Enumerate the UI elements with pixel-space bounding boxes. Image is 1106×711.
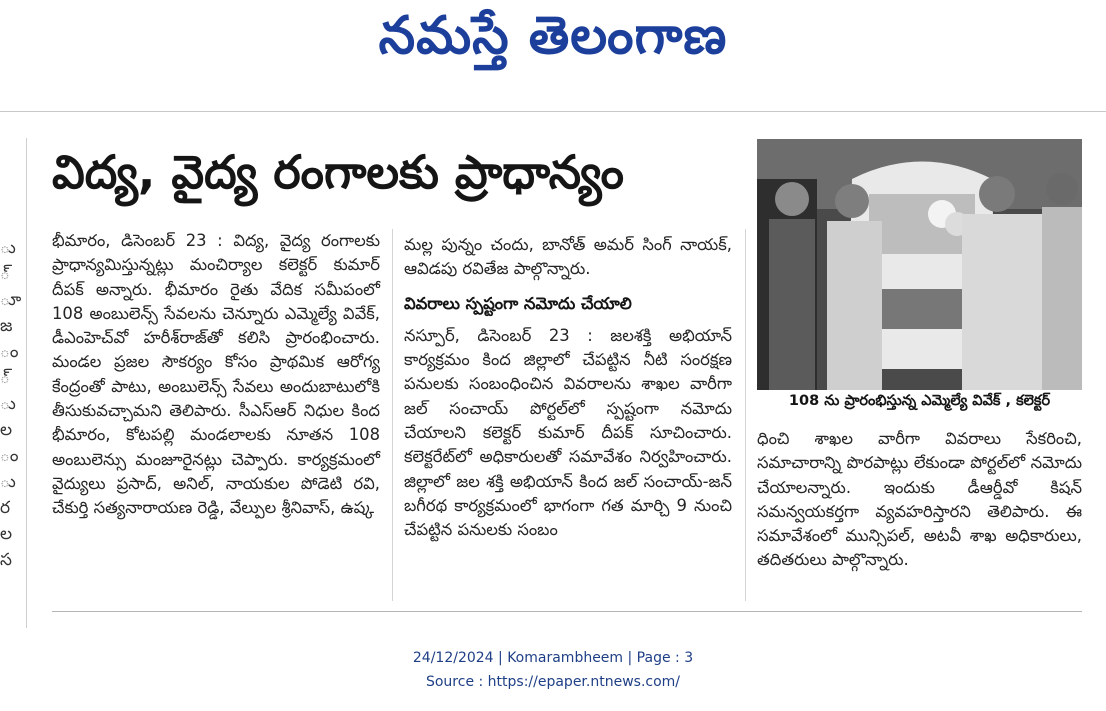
ambulance-launch-photo xyxy=(757,139,1082,390)
text-fragment: ర xyxy=(0,498,11,518)
edition-info: 24/12/2024 | Komarambheem | Page : 3 xyxy=(412,650,694,666)
column-divider xyxy=(392,229,393,601)
article-paragraph: భీమారం, డిసెంబర్ 23 : విద్య, వైద్య రంగాలకు ప్రాధాన్యమిస్తున్నట్లు మంచిర్యాల కలెక్టర్ కుమార్ దీపక్ అన్నారు. భీమారం రైతు వేదిక సమీపంలో 108 అంబులెన్స్ సేవలను చెన్నూరు ఎమ్మెల్యే వివేక్, డీఎంహెచ్‌వో హరీశ్‌రాజ్‌తో కలిసి ప్రారంభించారు. మండల ప్రజల సౌకర్యం కోసం ప్రాథమిక ఆరోగ్య కేంద్రంతో పాటు, అంబులెన్స్ సేవలు అందుబాటులోకి తీసుకువచ్చామని తెలిపారు. సీఎస్ఆర్ నిధుల కింద భీమారం, కోటపల్లి మండలాలకు నూతన 108 అంబులెన్సు మంజూరైనట్లు చెప్పారు. కార్యక్రమంలో వైద్యులు ప్రసాద్, అనిల్, నాయకుల పోడెటి రవి, చేకుర్తి సత్యనారాయణ రెడ్డి, వేల్పుల శ్రీనివాస్, ఉష్క xyxy=(52,231,380,518)
text-fragment: ల xyxy=(0,524,13,544)
previous-article-fragment xyxy=(0,138,28,628)
text-fragment: జ xyxy=(0,316,13,336)
article-photo xyxy=(757,139,1082,390)
article-bottom-divider xyxy=(52,611,1082,612)
text-fragment: ు xyxy=(0,238,16,258)
text-fragment: ల xyxy=(0,420,13,440)
article-paragraph: ధించి శాఖల వారీగా వివరాలు సేకరించి, సమాచారాన్ని పొరపాట్లు లేకుండా పోర్టల్‌లో నమోదు చేయాలన్నారు. ఇందుకు డీఆర్డీవో కిషన్ సమన్వయకర్తగా వ్యవహరిస్తారని తెలిపారు. ఈ సమావేశంలో మున్సిపల్, అటవీ శాఖ అధికారులు, తదితరులు పాల్గొన్నారు. xyxy=(757,429,1082,570)
text-fragment: ూ xyxy=(0,290,22,310)
article-column-2 xyxy=(404,233,732,543)
article-headline: విద్య, వైద్య రంగాలకు ప్రాధాన్యం xyxy=(52,145,624,199)
article-subheading: వివరాలు స్పష్టంగా నమోదు చేయాలి xyxy=(404,293,632,313)
text-fragment: ం xyxy=(0,342,19,362)
masthead-divider xyxy=(0,111,1106,112)
column-divider xyxy=(26,138,27,628)
source-link[interactable]: Source : https://epaper.ntnews.com/ xyxy=(425,674,681,690)
text-fragment: ం xyxy=(0,446,19,466)
text-fragment: స xyxy=(0,550,12,570)
column-divider xyxy=(745,229,746,601)
photo-caption: 108 ను ప్రారంభిస్తున్న ఎమ్మెల్యే వివేక్ , కలెక్టర్ xyxy=(788,393,1051,409)
masthead xyxy=(0,0,1106,112)
article-column-3 xyxy=(757,427,1082,573)
text-fragment: ్ xyxy=(0,264,10,284)
article-column-1 xyxy=(52,229,380,521)
article-paragraph: మల్ల పున్నం చందు, బానోత్ అమర్ సింగ్ నాయక్, ఆవిడపు రవితేజ పాల్గొన్నారు. xyxy=(404,235,732,279)
newspaper-title: నమస్తే తెలంగాణ xyxy=(378,6,728,66)
text-fragment: ు xyxy=(0,472,16,492)
text-fragment: ు xyxy=(0,394,16,414)
article-paragraph: నస్పూర్, డిసెంబర్ 23 : జలశక్తి అభియాన్ కార్యక్రమం కింద జిల్లాలో చేపట్టిన నీటి సంరక్షణ పనులకు సంబంధించిన వివరాలను శాఖల వారీగా జల్ సంచాయ్ పోర్టల్‌లో స్పష్టంగా నమోదు చేయాలని కలెక్టర్ కుమార్ దీపక్ సూచించారు. కలెక్టరేట్‌లో అధికారులతో సమావేశం నిర్వహించారు. జిల్లాలో జల శక్తి అభియాన్ కింద జల్ సంచాయ్-జన్ బగీరథ కార్యక్రమంలో భాగంగా గత మార్చి 9 నుంచి చేపట్టిన పనులకు సంబం xyxy=(404,325,732,540)
text-fragment: ్ xyxy=(0,368,10,388)
